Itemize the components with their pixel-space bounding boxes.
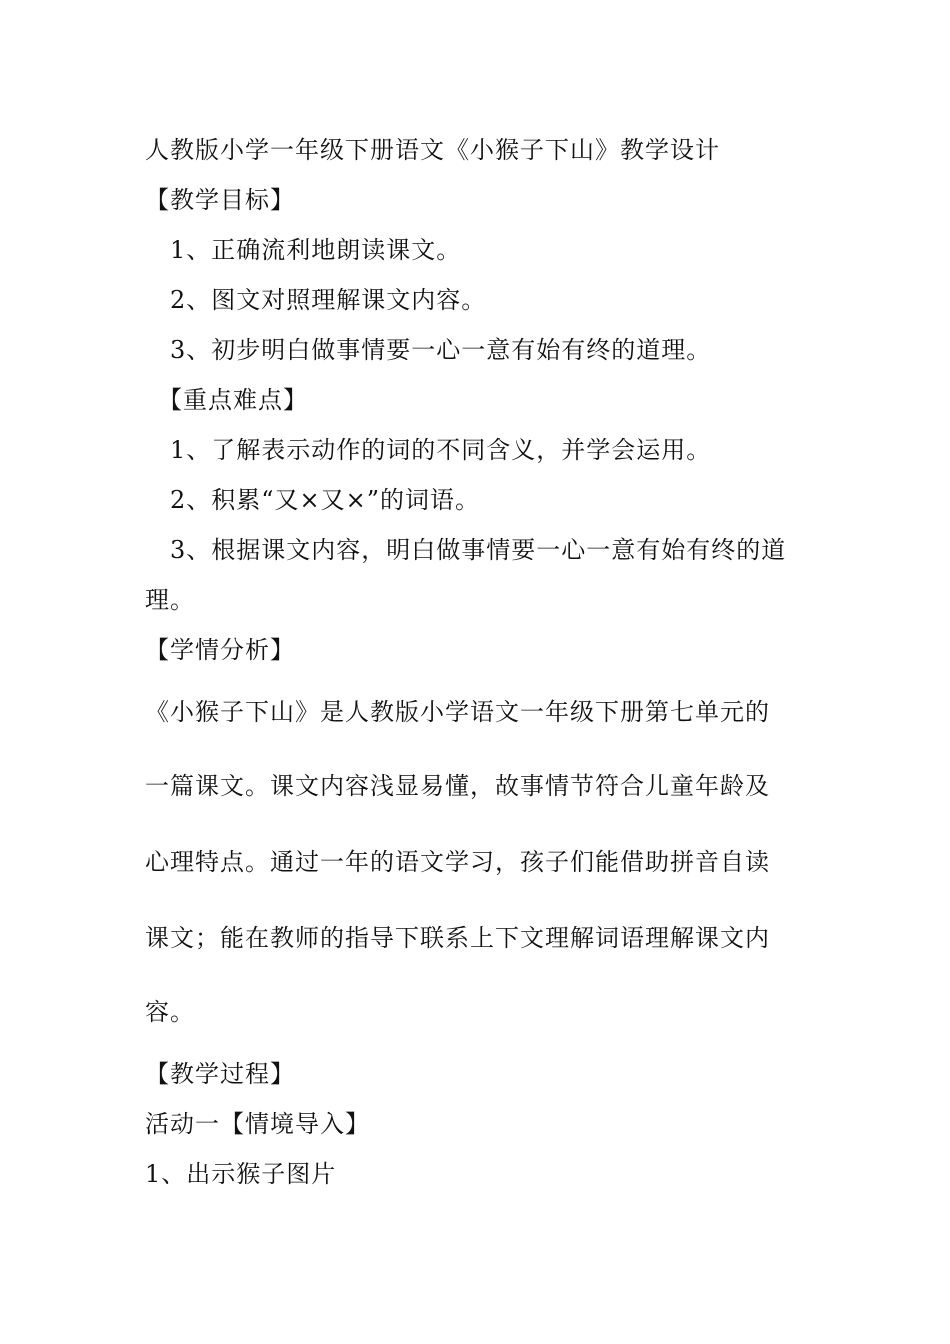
key-point-item-3-continued: 理。 — [145, 586, 195, 614]
objectives-heading: 【教学目标】 — [145, 186, 295, 214]
process-step-1: 1、出示猴子图片 — [145, 1160, 337, 1188]
analysis-line-4: 课文；能在教师的指导下联系上下文理解词语理解课文内 — [145, 924, 770, 952]
key-point-item-1: 1、了解表示动作的词的不同含义，并学会运用。 — [170, 436, 712, 464]
analysis-line-3: 心理特点。通过一年的语文学习，孩子们能借助拼音自读 — [145, 848, 770, 876]
analysis-heading: 【学情分析】 — [145, 636, 295, 664]
key-points-heading: 【重点难点】 — [158, 386, 308, 414]
analysis-line-2: 一篇课文。课文内容浅显易懂，故事情节符合儿童年龄及 — [145, 772, 770, 800]
document-title: 人教版小学一年级下册语文《小猴子下山》教学设计 — [145, 136, 720, 164]
objective-item-3: 3、初步明白做事情要一心一意有始有终的道理。 — [170, 336, 712, 364]
activity-one-title: 活动一【情境导入】 — [145, 1110, 370, 1138]
key-point-item-2: 2、积累“又×又×”的词语。 — [170, 486, 481, 514]
objective-item-2: 2、图文对照理解课文内容。 — [170, 286, 487, 314]
objective-item-1: 1、正确流利地朗读课文。 — [170, 236, 462, 264]
key-point-item-3: 3、根据课文内容，明白做事情要一心一意有始有终的道 — [170, 536, 787, 564]
process-heading: 【教学过程】 — [145, 1060, 295, 1088]
analysis-line-5: 容。 — [145, 998, 195, 1026]
analysis-line-1: 《小猴子下山》是人教版小学语文一年级下册第七单元的 — [145, 698, 770, 726]
